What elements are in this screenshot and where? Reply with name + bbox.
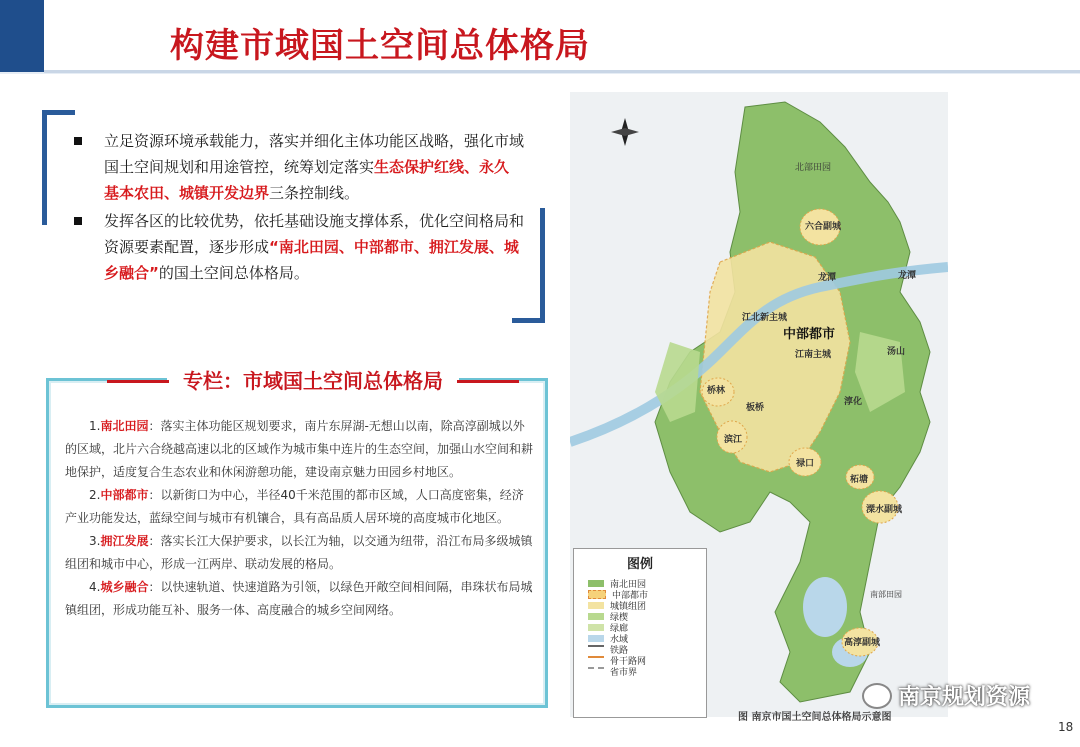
item-term: 城乡融合 bbox=[100, 580, 149, 594]
item-number: 1. bbox=[89, 419, 101, 433]
label-central-metro: 中部都市 bbox=[783, 327, 836, 342]
legend-label: 绿廊 bbox=[610, 624, 629, 634]
page-title: 构建市域国土空间总体格局 bbox=[170, 26, 590, 66]
bullet-marker bbox=[74, 217, 82, 225]
bullet-2-text: 发挥各区的比较优势，依托基础设施支撑体系，优化空间格局和资源要素配置，逐步形成 bbox=[104, 212, 525, 256]
watermark-text: 南京规划资源 bbox=[898, 685, 1031, 710]
legend-item bbox=[588, 644, 706, 655]
item-number: 4. bbox=[89, 580, 101, 594]
item-term: 中部都市 bbox=[100, 488, 149, 502]
wechat-icon bbox=[862, 683, 892, 709]
title-dash-right bbox=[457, 380, 519, 383]
bullet-2-highlight: “南北田园、中部都市、拥江发展、城乡融合” bbox=[104, 238, 519, 282]
legend-item bbox=[588, 633, 706, 644]
label-qiaolin: 桥林 bbox=[707, 386, 726, 396]
column-item-1 bbox=[65, 415, 533, 484]
item-number: 3. bbox=[89, 534, 101, 548]
legend-swatch bbox=[588, 656, 604, 665]
item-number: 2. bbox=[89, 488, 101, 502]
watermark bbox=[862, 680, 1030, 711]
map-legend bbox=[573, 548, 707, 718]
label-zhetang: 柘塘 bbox=[850, 475, 869, 485]
legend-item bbox=[588, 655, 706, 666]
label-chunhua: 淳化 bbox=[844, 397, 863, 407]
label-banqiao: 板桥 bbox=[746, 403, 765, 413]
lake-shijiu bbox=[803, 577, 847, 637]
column-box-body bbox=[65, 415, 533, 622]
bullet-1-tail: 三条控制线。 bbox=[269, 184, 360, 202]
label-lukou: 禄口 bbox=[796, 459, 815, 469]
label-longtan-east: 龙潭 bbox=[898, 271, 917, 281]
legend-swatch bbox=[588, 645, 604, 654]
legend-label: 骨干路网 bbox=[610, 657, 647, 667]
label-gaochun: 高淳副城 bbox=[844, 638, 881, 648]
legend-item bbox=[588, 611, 706, 622]
column-item-2 bbox=[65, 484, 533, 530]
label-longtan-west: 龙潭 bbox=[818, 273, 837, 283]
column-box-title bbox=[167, 365, 459, 394]
column-box bbox=[46, 369, 548, 708]
legend-item bbox=[588, 589, 706, 600]
label-south: 南部田园 bbox=[870, 590, 902, 599]
legend-swatch bbox=[588, 602, 604, 609]
legend-label: 省市界 bbox=[610, 668, 638, 678]
label-binjiang: 滨江 bbox=[724, 435, 743, 445]
item-term: 拥江发展 bbox=[100, 534, 149, 548]
legend-swatch bbox=[588, 624, 604, 631]
legend-title: 图例 bbox=[626, 557, 653, 572]
legend-item bbox=[588, 600, 706, 611]
legend-swatch bbox=[588, 580, 604, 587]
legend-swatch bbox=[588, 590, 606, 599]
label-jiangnan: 江南主城 bbox=[795, 350, 832, 360]
bracket-left-decoration bbox=[42, 110, 75, 225]
column-box-title-text: 专栏：市域国土空间总体格局 bbox=[183, 369, 443, 393]
legend-item bbox=[588, 666, 706, 677]
item-term: 南北田园 bbox=[100, 419, 149, 433]
bullet-1-text: 立足资源环境承载能力，落实并细化主体功能区战略，强化市域国土空间规划和用途管控，统筹划定落实 bbox=[104, 132, 525, 176]
legend-swatch bbox=[588, 635, 604, 642]
label-tangshan: 汤山 bbox=[887, 347, 906, 357]
map-caption: 图 南京市国土空间总体格局示意图 bbox=[738, 712, 892, 723]
item-text: ：落实长江大保护要求，以长江为轴，以交通为纽带，沿江布局多级城镇组团和城市中心，形成一江两岸、联动发展的格局。 bbox=[65, 534, 533, 571]
title-rule bbox=[44, 70, 1080, 73]
label-liuhe: 六合副城 bbox=[805, 222, 842, 232]
page-number: 18 bbox=[1058, 720, 1074, 734]
bullet-item-1 bbox=[74, 128, 524, 206]
item-text: ：落实主体功能区规划要求，南片东屏湖-无想山以南，除高淳副城以外的区域，北片六合绕越高速以北的区域作为城市集中连片的生态空间，加强山水空间和耕地保护，适度复合生态农业和休闲游憩功能，建设南京魅力田园乡村地区。 bbox=[65, 419, 534, 479]
bullet-marker bbox=[74, 137, 82, 145]
column-item-3 bbox=[65, 530, 533, 576]
item-text: ：以快速轨道、快速道路为引领，以绿色开敞空间相间隔，串珠状布局城镇组团，形成功能互补、服务一体、高度融合的城乡空间网络。 bbox=[65, 580, 533, 617]
legend-swatch bbox=[588, 667, 604, 676]
legend-label: 中部都市 bbox=[612, 591, 649, 601]
bullet-list bbox=[74, 128, 524, 288]
legend-label: 城镇组团 bbox=[610, 602, 647, 612]
bullet-1-highlight: 生态保护红线、永久基本农田、城镇开发边界 bbox=[104, 158, 510, 202]
bullet-2-tail: 的国土空间总体格局。 bbox=[158, 264, 309, 282]
item-text: ：以新街口为中心，半径40千米范围的都市区域，人口高度密集，经济产业功能发达，蓝绿空间与城市有机镶合，具有高品质人居环境的高度城市化地区。 bbox=[65, 488, 524, 525]
label-jiangbei: 江北新主城 bbox=[742, 313, 788, 323]
corner-accent bbox=[0, 0, 44, 72]
label-lishui: 溧水副城 bbox=[866, 505, 903, 515]
bullet-item-2 bbox=[74, 208, 524, 286]
legend-label: 南北田园 bbox=[610, 580, 647, 590]
legend-label: 绿楔 bbox=[610, 613, 629, 623]
legend-item bbox=[588, 622, 706, 633]
legend-label: 铁路 bbox=[610, 646, 629, 656]
title-dash-left bbox=[107, 380, 169, 383]
legend-swatch bbox=[588, 613, 604, 620]
column-item-4 bbox=[65, 576, 533, 622]
label-north: 北部田园 bbox=[795, 163, 832, 173]
legend-label: 水域 bbox=[610, 635, 629, 645]
